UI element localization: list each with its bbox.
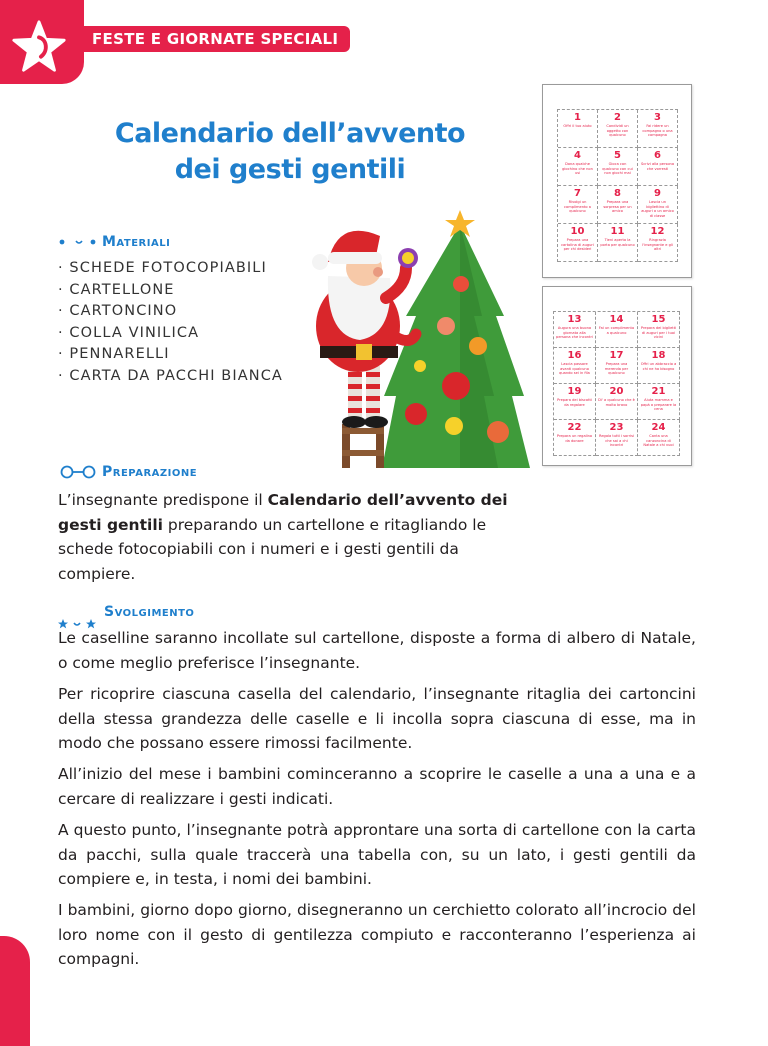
preparation-text: L’insegnante predispone il Calendario dell’avvento dei gesti gentili preparando un cartellone e ritagliando le schede fotocopiabili con i numeri e i gesti gentili da compiere. <box>58 491 508 583</box>
calendar-gesture-text: Prepara dei biglietti di auguri per i tuoi vicini <box>640 326 677 340</box>
calendar-cell <box>638 312 680 348</box>
calendar-day-number: 24 <box>651 422 666 433</box>
calendar-day-number: 10 <box>570 226 585 237</box>
calendar-card-1 <box>542 84 692 278</box>
calendar-gesture-text: Lascia un bigliettino di auguri a un amico di classe <box>641 200 674 218</box>
calendar-cell <box>558 110 598 148</box>
santa-tree-illustration <box>298 206 530 470</box>
procedure-paragraph-2: Per ricoprire ciascuna casella del calendario, l’insegnante ritaglia dei cartoncini della stessa grandezza delle caselle e li incolla sopra ciascuna di esse, ma in modo che possano essere rimossi facilmente. <box>58 685 696 752</box>
calendar-cell <box>598 224 638 262</box>
calendar-cell <box>554 420 596 456</box>
title-line-2: dei gesti gentili <box>174 154 406 185</box>
procedure-heading: Svolgimento <box>104 604 195 620</box>
calendar-cell <box>596 420 638 456</box>
calendar-day-number: 8 <box>614 188 621 199</box>
calendar-name: Calendario dell’avvento dei gesti gentili <box>58 491 508 534</box>
calendar-card-2 <box>542 286 692 466</box>
calendar-gesture-text: Scrivi alla persona che vorresti <box>640 162 675 171</box>
ornaments-icon <box>58 236 100 248</box>
list-item: · SCHEDE FOTOCOPIABILI <box>58 260 267 276</box>
calendar-day-number: 7 <box>574 188 581 199</box>
calendar-day-number: 3 <box>654 112 661 123</box>
calendar-gesture-text: Gioca con qualcuno con cui non giochi mai <box>602 162 633 176</box>
calendar-gesture-text: Condividi un oggetto con qualcuno <box>606 124 629 138</box>
calendar-cell <box>558 224 598 262</box>
calendar-gesture-text: Offri un abbraccio a chi ne ha bisogno <box>640 362 677 371</box>
calendar-day-number: 16 <box>567 350 582 361</box>
calendar-cell <box>558 148 598 186</box>
calendar-gesture-text: Ringrazia l'insegnante e gli altri <box>642 238 673 252</box>
list-item: · CARTONCINO <box>58 303 178 320</box>
calendar-day-number: 15 <box>651 314 666 325</box>
calendar-day-number: 1 <box>574 112 581 123</box>
calendar-cell <box>638 420 680 456</box>
star-icon <box>10 18 68 76</box>
corner-badge <box>0 0 84 84</box>
calendar-cell <box>554 312 596 348</box>
calendar-cell <box>638 110 678 148</box>
calendar-gesture-text: Lascia passare avanti qualcuno quando sei in fila <box>559 362 590 376</box>
calendar-cell <box>598 186 638 224</box>
calendar-gesture-text: Prepara una sorpresa per un amico <box>603 200 632 214</box>
list-item: · COLLA VINILICA <box>58 324 200 341</box>
calendar-gesture-text: Regala tutti i sorrisi che sai a chi incontri <box>599 434 634 448</box>
calendar-day-number: 17 <box>609 350 624 361</box>
calendar-cell <box>554 348 596 384</box>
calendar-gesture-text: Prepara un regalino da donare <box>556 434 593 443</box>
calendar-day-number: 6 <box>654 150 661 161</box>
calendar-day-number: 9 <box>654 188 661 199</box>
list-item: · CARTELLONE <box>58 281 175 298</box>
list-item: · PENNARELLI <box>58 346 170 363</box>
calendar-day-number: 19 <box>567 386 582 397</box>
glasses-icon <box>58 465 98 479</box>
procedure-paragraph-5: I bambini, giorno dopo giorno, disegneranno un cerchietto colorato all’incrocio del loro nome con il gesto di gentilezza compiuto e racconteranno l’esperienza ai compagni. <box>58 901 696 968</box>
calendar-gesture-text: Rivolgi un complimento a qualcuno <box>564 200 591 214</box>
calendar-day-number: 20 <box>609 386 624 397</box>
calendar-gesture-text: Di' a qualcuno che è molto bravo <box>598 398 635 407</box>
calendar-grid <box>557 109 678 262</box>
calendar-day-number: 21 <box>651 386 666 397</box>
title-line-1: Calendario dell’avvento <box>114 118 466 149</box>
calendar-gesture-text: Aiuta mamma e papà a preparare la cena <box>640 398 677 412</box>
calendar-cell <box>638 348 680 384</box>
calendar-cell <box>558 186 598 224</box>
calendar-gesture-text: Prepara una cartolina di auguri per chi desideri <box>561 238 594 252</box>
calendar-day-number: 23 <box>609 422 624 433</box>
calendar-gesture-text: Prepara dei biscotti da regalare <box>557 398 592 407</box>
calendar-day-number: 4 <box>574 150 581 161</box>
calendar-cell <box>598 148 638 186</box>
section-label: FESTE E GIORNATE SPECIALI <box>92 30 339 48</box>
list-item: · CARTA DA PACCHI BIANCA <box>58 367 283 384</box>
calendar-day-number: 13 <box>567 314 582 325</box>
calendar-gesture-text: Fai un complimento a qualcuno <box>598 326 635 335</box>
materials-list <box>58 258 283 388</box>
calendar-cell <box>596 312 638 348</box>
calendar-day-number: 14 <box>609 314 624 325</box>
calendar-cell <box>596 384 638 420</box>
calendar-grid <box>553 311 680 456</box>
calendar-gesture-text: Tieni aperta la porta per qualcuno <box>600 238 635 247</box>
calendar-cell <box>638 186 678 224</box>
calendar-cell <box>554 384 596 420</box>
calendar-cell <box>638 384 680 420</box>
calendar-day-number: 5 <box>614 150 621 161</box>
procedure-paragraph-4: A questo punto, l’insegnante potrà approntare una sorta di cartellone con la carta da pacchi, sulla quale traccerà una tabella con, su un lato, i gesti gentili da compiere e, in testa, i nomi dei bambini. <box>58 821 696 888</box>
calendar-cell <box>596 348 638 384</box>
calendar-day-number: 22 <box>567 422 582 433</box>
calendar-gesture-text: Dona qualche giochino che non usi <box>562 162 593 176</box>
corner-decoration <box>0 936 30 1046</box>
calendar-day-number: 12 <box>650 226 665 237</box>
materials-heading: Materiali <box>58 234 170 250</box>
calendar-gesture-text: Prepara una merenda per qualcuno <box>604 362 629 376</box>
calendar-gesture-text: Offri il tuo aiuto <box>563 124 592 128</box>
calendar-gesture-text: Canta una canzoncina di Natale a chi vuoi <box>643 434 674 448</box>
procedure-paragraph-1: Le caselline saranno incollate sul cartellone, disposte a forma di albero di Natale, o come meglio preferisce l’insegnante. <box>58 629 696 672</box>
calendar-cell <box>598 110 638 148</box>
page-title <box>100 116 480 188</box>
calendar-cell <box>638 148 678 186</box>
calendar-day-number: 11 <box>610 226 625 237</box>
calendar-day-number: 2 <box>614 112 621 123</box>
preparation-heading: Preparazione <box>58 464 197 480</box>
section-header <box>82 26 350 52</box>
procedure-paragraph-3: All’inizio del mese i bambini cominceranno a scoprire le caselle a una a una e a cercare di realizzare i gesti indicati. <box>58 765 696 808</box>
calendar-gesture-text: Fai ridere un compagno o una compagna <box>642 124 673 138</box>
calendar-cell <box>638 224 678 262</box>
calendar-day-number: 18 <box>651 350 666 361</box>
calendar-gesture-text: Augura una buona giornata alla persona che incontri <box>556 326 593 340</box>
